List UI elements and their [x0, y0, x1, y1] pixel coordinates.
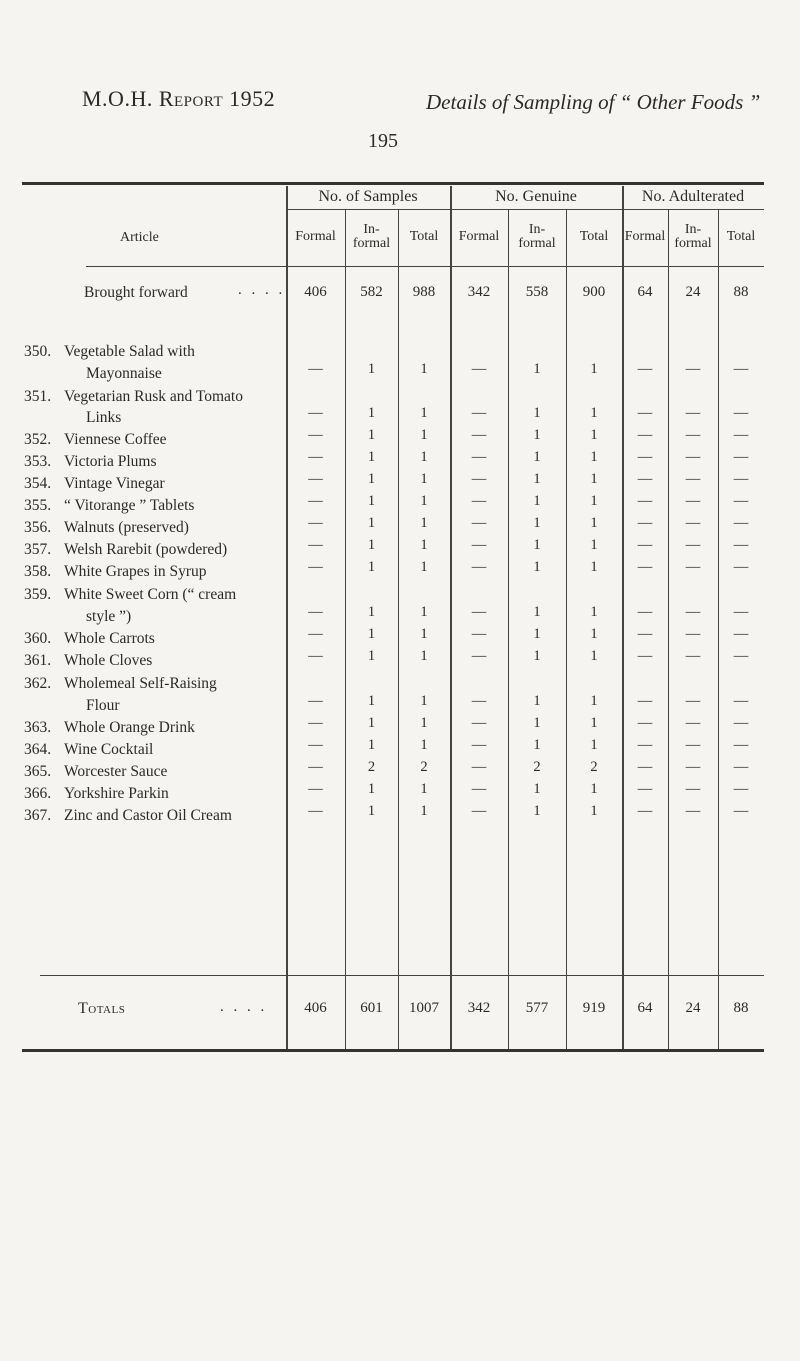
- table-cell: —: [471, 693, 487, 709]
- sub-header: Total: [409, 229, 439, 244]
- table-cell: 1: [533, 559, 541, 575]
- table-cell: —: [637, 803, 653, 819]
- table-cell: 1: [590, 781, 598, 797]
- table-cell: —: [308, 803, 323, 819]
- table-cell: —: [637, 781, 653, 797]
- table-cell: 1: [367, 626, 376, 642]
- totals-value: 406: [304, 1000, 327, 1016]
- table-cell: —: [733, 427, 749, 443]
- table-cell: —: [637, 604, 653, 620]
- article-name: White Grapes in Syrup: [64, 563, 207, 580]
- article-header: Article: [120, 230, 159, 245]
- table-cell: 1: [367, 449, 376, 465]
- brought-forward-value: 88: [733, 284, 749, 300]
- table-cell: 1: [420, 537, 428, 553]
- table-cell: —: [308, 405, 323, 421]
- brought-forward-value: 406: [304, 284, 327, 300]
- table-cell: 1: [420, 715, 428, 731]
- article-name: Vegetarian Rusk and Tomato: [64, 388, 243, 405]
- article-name: “ Vitorange ” Tablets: [64, 497, 195, 514]
- row-number: 364.: [24, 741, 52, 758]
- table-cell: —: [685, 559, 701, 575]
- table-cell: 1: [533, 693, 541, 709]
- leader-dots: . . . .: [238, 282, 286, 298]
- table-cell: —: [308, 559, 323, 575]
- table-cell: —: [685, 626, 701, 642]
- article-name: Vintage Vinegar: [64, 475, 165, 492]
- table-cell: —: [637, 559, 653, 575]
- table-cell: 1: [533, 537, 541, 553]
- table-cell: —: [637, 737, 653, 753]
- table-cell: —: [471, 449, 487, 465]
- leader-dots: . . . .: [220, 999, 268, 1015]
- table-cell: —: [471, 471, 487, 487]
- row-number: 351.: [24, 388, 52, 405]
- table-cell: —: [637, 693, 653, 709]
- article-name: White Sweet Corn (“ cream: [64, 586, 237, 603]
- table-cell: —: [685, 471, 701, 487]
- table-cell: —: [471, 759, 487, 775]
- table-cell: —: [685, 737, 701, 753]
- row-number: 362.: [24, 675, 52, 692]
- table-cell: 1: [420, 493, 428, 509]
- table-cell: —: [308, 759, 323, 775]
- table-cell: 1: [367, 781, 376, 797]
- table-cell: —: [471, 405, 487, 421]
- table-cell: 1: [533, 737, 541, 753]
- row-number: 354.: [24, 475, 52, 492]
- table-cell: 1: [533, 361, 541, 377]
- table-cell: 1: [590, 803, 598, 819]
- brought-forward-value: 900: [582, 284, 606, 300]
- table-cell: —: [733, 715, 749, 731]
- table-cell: 1: [367, 361, 376, 377]
- table-cell: —: [637, 537, 653, 553]
- brought-forward-value: 582: [360, 284, 383, 300]
- table-cell: 1: [367, 693, 376, 709]
- table-cell: 1: [590, 604, 598, 620]
- article-name: Yorkshire Parkin: [64, 785, 169, 802]
- table-cell: 1: [420, 427, 428, 443]
- table-cell: 1: [590, 361, 598, 377]
- sub-header: [345, 223, 398, 251]
- brought-forward-text: Brought forward: [84, 284, 188, 301]
- table-cell: —: [685, 493, 701, 509]
- top-rule: [22, 182, 764, 185]
- table-cell: 1: [367, 537, 376, 553]
- table-cell: —: [733, 559, 749, 575]
- row-number: 367.: [24, 807, 52, 824]
- sub-header: Formal: [458, 229, 500, 244]
- table-cell: 1: [590, 715, 598, 731]
- table-cell: 1: [533, 604, 541, 620]
- table-cell: —: [637, 361, 653, 377]
- article-name: Wholemeal Self-Raising: [64, 675, 217, 692]
- table-cell: —: [733, 493, 749, 509]
- sub-header-line: formal: [352, 236, 391, 251]
- table-cell: —: [685, 648, 701, 664]
- table-cell: —: [733, 471, 749, 487]
- table-cell: —: [733, 361, 749, 377]
- table-cell: —: [471, 537, 487, 553]
- table-cell: —: [685, 693, 701, 709]
- table-cell: —: [308, 449, 323, 465]
- sub-header-line: In-: [528, 222, 546, 237]
- table-cell: 1: [367, 493, 376, 509]
- table-cell: 1: [367, 737, 376, 753]
- table-cell: —: [308, 604, 323, 620]
- row-number: 356.: [24, 519, 52, 536]
- table-cell: 1: [420, 559, 428, 575]
- table-cell: —: [471, 559, 487, 575]
- table-cell: —: [637, 626, 653, 642]
- totals-value: 342: [467, 1000, 491, 1016]
- table-cell: —: [733, 737, 749, 753]
- table-cell: 1: [533, 715, 541, 731]
- group-header: No. Adulterated: [641, 188, 745, 205]
- table-cell: —: [308, 427, 323, 443]
- article-name: Wine Cocktail: [64, 741, 154, 758]
- group-header: No. Genuine: [495, 188, 577, 205]
- table-cell: 1: [590, 471, 598, 487]
- table-cell: 1: [533, 449, 541, 465]
- table-cell: 1: [590, 537, 598, 553]
- table-cell: 1: [590, 515, 598, 531]
- totals-value: 24: [685, 1000, 701, 1016]
- table-cell: 1: [533, 648, 541, 664]
- table-cell: 1: [533, 493, 541, 509]
- table-cell: —: [308, 515, 323, 531]
- table-cell: 1: [533, 405, 541, 421]
- table-cell: 1: [420, 693, 428, 709]
- table-cell: —: [308, 693, 323, 709]
- group-header: No. of Samples: [318, 188, 418, 205]
- page-number: 195: [368, 130, 398, 152]
- article-name: Worcester Sauce: [64, 763, 168, 780]
- table-cell: 1: [420, 361, 428, 377]
- table-cell: —: [471, 715, 487, 731]
- table-cell: 2: [367, 759, 376, 775]
- table-cell: 1: [533, 781, 541, 797]
- table-cell: 1: [420, 604, 428, 620]
- table-cell: 1: [420, 648, 428, 664]
- row-number: 358.: [24, 563, 52, 580]
- table-cell: —: [637, 648, 653, 664]
- table-cell: —: [308, 737, 323, 753]
- table-cell: —: [685, 515, 701, 531]
- totals-value: 601: [360, 1000, 383, 1016]
- article-name: Mayonnaise: [86, 365, 162, 382]
- row-number: 363.: [24, 719, 52, 736]
- table-cell: 1: [420, 471, 428, 487]
- article-name: Welsh Rarebit (powdered): [64, 541, 228, 558]
- table-cell: —: [685, 759, 701, 775]
- table-cell: —: [733, 515, 749, 531]
- brought-forward-label: [84, 284, 188, 302]
- table-cell: 1: [590, 737, 598, 753]
- row-number: 359.: [24, 586, 52, 603]
- table-cell: —: [308, 715, 323, 731]
- row-number: 360.: [24, 630, 52, 647]
- article-name: Whole Orange Drink: [64, 719, 195, 736]
- brought-forward-value: 988: [412, 284, 436, 300]
- totals-label: Totals: [78, 1000, 126, 1017]
- table-cell: 2: [533, 759, 541, 775]
- table-cell: 1: [533, 471, 541, 487]
- table-cell: 1: [367, 803, 376, 819]
- table-cell: —: [733, 648, 749, 664]
- sub-header-line: formal: [674, 236, 712, 251]
- table-cell: 1: [420, 803, 428, 819]
- table-cell: 1: [367, 648, 376, 664]
- brought-forward-value: 558: [525, 284, 549, 300]
- table-cell: —: [733, 604, 749, 620]
- table-cell: —: [685, 361, 701, 377]
- table-cell: —: [733, 803, 749, 819]
- table-cell: 1: [420, 626, 428, 642]
- table-cell: 1: [590, 427, 598, 443]
- table-cell: —: [308, 626, 323, 642]
- hline-totals: [40, 975, 764, 976]
- table-cell: 1: [533, 803, 541, 819]
- table-cell: 1: [590, 405, 598, 421]
- sub-header: [668, 223, 718, 251]
- row-number: 366.: [24, 785, 52, 802]
- table-cell: —: [637, 427, 653, 443]
- table-cell: —: [733, 693, 749, 709]
- table-cell: 1: [590, 693, 598, 709]
- sub-header-line: In-: [684, 222, 702, 237]
- brought-forward-value: 64: [637, 284, 653, 300]
- totals-value: 64: [637, 1000, 653, 1016]
- row-number: 361.: [24, 652, 52, 669]
- table-cell: —: [733, 449, 749, 465]
- totals-value: 919: [582, 1000, 606, 1016]
- table-cell: 1: [420, 449, 428, 465]
- table-cell: —: [685, 715, 701, 731]
- table-cell: 1: [533, 515, 541, 531]
- sub-header: Formal: [624, 229, 666, 244]
- table-cell: 1: [590, 559, 598, 575]
- article-name: Viennese Coffee: [64, 431, 167, 448]
- table-cell: 1: [590, 449, 598, 465]
- table-cell: 1: [590, 493, 598, 509]
- table-cell: —: [471, 648, 487, 664]
- brought-forward-value: 24: [685, 284, 701, 300]
- table-cell: —: [471, 781, 487, 797]
- sub-header-line: In-: [363, 222, 380, 237]
- table-cell: —: [637, 405, 653, 421]
- article-name: Flour: [86, 697, 120, 714]
- hline-group: [286, 209, 764, 210]
- table-cell: —: [685, 449, 701, 465]
- table-cell: —: [471, 427, 487, 443]
- table-cell: 1: [367, 515, 376, 531]
- table-cell: —: [471, 626, 487, 642]
- sub-header: Total: [726, 229, 756, 244]
- table-cell: —: [637, 515, 653, 531]
- table-cell: —: [733, 626, 749, 642]
- table-cell: 1: [367, 405, 376, 421]
- table-cell: —: [685, 604, 701, 620]
- table-cell: —: [308, 471, 323, 487]
- table-cell: —: [471, 361, 487, 377]
- article-name: Victoria Plums: [64, 453, 157, 470]
- row-number: 350.: [24, 343, 52, 360]
- table-cell: —: [308, 493, 323, 509]
- table-cell: —: [637, 715, 653, 731]
- table-cell: —: [308, 537, 323, 553]
- article-name: Walnuts (preserved): [64, 519, 189, 536]
- table-cell: —: [685, 781, 701, 797]
- table-cell: —: [637, 759, 653, 775]
- row-number: 352.: [24, 431, 52, 448]
- article-name: Vegetable Salad with: [64, 343, 195, 360]
- table-cell: 1: [590, 648, 598, 664]
- table-cell: —: [637, 449, 653, 465]
- article-name: Whole Cloves: [64, 652, 153, 669]
- table-cell: 1: [367, 427, 376, 443]
- table-cell: 1: [533, 427, 541, 443]
- brought-forward-value: 342: [467, 284, 491, 300]
- row-number: 353.: [24, 453, 52, 470]
- table-cell: —: [733, 405, 749, 421]
- table-cell: 1: [367, 604, 376, 620]
- article-name: Whole Carrots: [64, 630, 155, 647]
- table-cell: —: [471, 803, 487, 819]
- row-number: 355.: [24, 497, 52, 514]
- table-cell: —: [471, 737, 487, 753]
- table-cell: —: [685, 803, 701, 819]
- totals-value: 88: [733, 1000, 749, 1016]
- sub-header: Total: [579, 229, 609, 244]
- bottom-rule: [22, 1049, 764, 1052]
- table-cell: 1: [367, 559, 376, 575]
- sub-header-line: formal: [518, 236, 556, 251]
- hline-subheader: [86, 266, 764, 267]
- table-cell: 2: [420, 759, 428, 775]
- table-cell: 1: [420, 515, 428, 531]
- row-number: 365.: [24, 763, 52, 780]
- table-cell: —: [685, 537, 701, 553]
- table-cell: —: [685, 427, 701, 443]
- table-cell: —: [308, 781, 323, 797]
- totals-value: 577: [525, 1000, 549, 1016]
- table-cell: 1: [420, 405, 428, 421]
- table-cell: 1: [367, 471, 376, 487]
- article-name: Links: [86, 409, 122, 426]
- table-cell: —: [471, 493, 487, 509]
- row-number: 357.: [24, 541, 52, 558]
- table-cell: 2: [590, 759, 598, 775]
- table-cell: 1: [590, 626, 598, 642]
- table-cell: —: [308, 648, 323, 664]
- sub-header: Formal: [295, 229, 336, 244]
- table-cell: —: [733, 759, 749, 775]
- table-cell: —: [733, 537, 749, 553]
- table-cell: —: [733, 781, 749, 797]
- table-cell: 1: [533, 626, 541, 642]
- table-cell: —: [308, 361, 323, 377]
- table-cell: —: [471, 515, 487, 531]
- totals-value: 1007: [409, 1000, 439, 1016]
- article-name: style ”): [86, 608, 132, 625]
- section-title: Details of Sampling of “ Other Foods ”: [426, 90, 761, 114]
- table-cell: 1: [420, 781, 428, 797]
- sub-header: [508, 223, 566, 251]
- report-title: M.O.H. Report 1952: [82, 86, 276, 111]
- table-cell: 1: [420, 737, 428, 753]
- table-cell: —: [685, 405, 701, 421]
- article-name: Zinc and Castor Oil Cream: [64, 807, 232, 824]
- table-cell: —: [637, 471, 653, 487]
- table-cell: 1: [367, 715, 376, 731]
- table-cell: —: [471, 604, 487, 620]
- table-cell: —: [637, 493, 653, 509]
